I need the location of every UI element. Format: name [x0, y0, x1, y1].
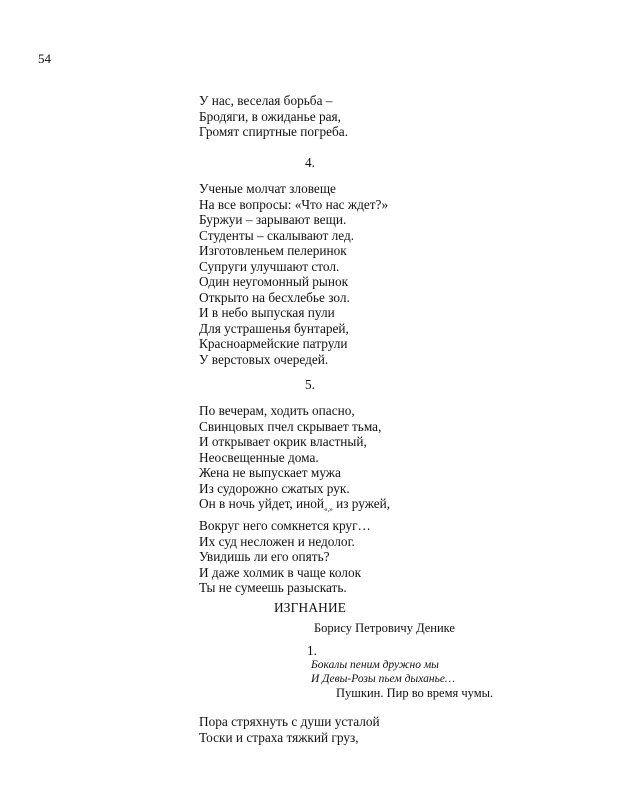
page-number: 54 — [38, 51, 51, 66]
verse-fragment: из ружей, — [332, 496, 391, 511]
epigraph — [311, 659, 455, 686]
verse-line: И в небо выпуская пули — [199, 305, 335, 320]
verse-line: Один неугомонный рынок — [199, 274, 349, 289]
verse-line: Бродяги, в ожиданье рая, — [199, 108, 341, 124]
poem-title: ИЗГНАНИЕ — [274, 600, 347, 615]
verse-line: Громят спиртные погреба. — [199, 124, 349, 139]
verse-line: Красноармейские патрули — [199, 336, 348, 351]
verse-line: Тоски и страха тяжкий груз, — [199, 729, 359, 745]
section-number-4: 4. — [305, 155, 315, 170]
verse-line: Вокруг него сомкнется круг… — [199, 518, 371, 534]
verse-line: Жена не выпускает мужа — [199, 465, 341, 480]
verse-line: Открыто на бесхлебье зол. — [199, 289, 350, 305]
verse-line: Неосвещенные дома. — [199, 449, 319, 465]
verse-line: И открывает окрик властный, — [199, 434, 367, 449]
editorial-mark: «,» — [324, 505, 333, 514]
part-number: 1. — [307, 643, 317, 658]
verse-line: У верстовых очередей. — [199, 351, 329, 367]
epigraph-source: Пушкин. Пир во время чумы. — [336, 686, 494, 700]
verse-line: Изготовленьем пелеринок — [199, 243, 347, 258]
verse-line: Буржуи – зарывают вещи. — [199, 212, 347, 227]
verse-line: Их суд несложен и недолог. — [199, 533, 355, 549]
verse-line: Ученые молчат зловеще — [199, 181, 336, 196]
dedication: Борису Петровичу Денике — [314, 621, 455, 635]
verse-line: И даже холмик в чаще колок — [199, 564, 362, 580]
stanza-opening — [199, 93, 348, 140]
epigraph-line: Бокалы пеним дружно мы — [311, 659, 439, 671]
verse-line: Ты не сумеешь разыскать. — [199, 580, 347, 596]
verse-line: Студенты – скалывают лед. — [199, 227, 355, 243]
verse-line-with-mark — [199, 496, 390, 518]
epigraph-line: И Девы-Розы пьем дыханье… — [311, 672, 456, 685]
stanza-section-5 — [199, 403, 390, 596]
verse-line: По вечерам, ходить опасно, — [199, 403, 355, 418]
verse-line: Из судорожно сжатых рук. — [199, 480, 350, 496]
stanza-section-4 — [199, 181, 388, 367]
stanza-closing — [199, 714, 380, 745]
verse-line: Супруги улучшают стол. — [199, 258, 340, 274]
section-number-5: 5. — [305, 377, 315, 392]
verse-line: На все вопросы: «Что нас ждет?» — [199, 196, 389, 212]
verse-line: Для устрашенья бунтарей, — [199, 320, 349, 336]
verse-line: У нас, веселая борьба – — [199, 93, 333, 108]
verse-line: Свинцовых пчел скрывает тьма, — [199, 418, 382, 434]
verse-fragment: Он в ночь уйдет, иной — [199, 496, 325, 511]
verse-line: Увидишь ли его опять? — [199, 549, 330, 565]
verse-line: Пора стряхнуть с души усталой — [199, 714, 380, 729]
